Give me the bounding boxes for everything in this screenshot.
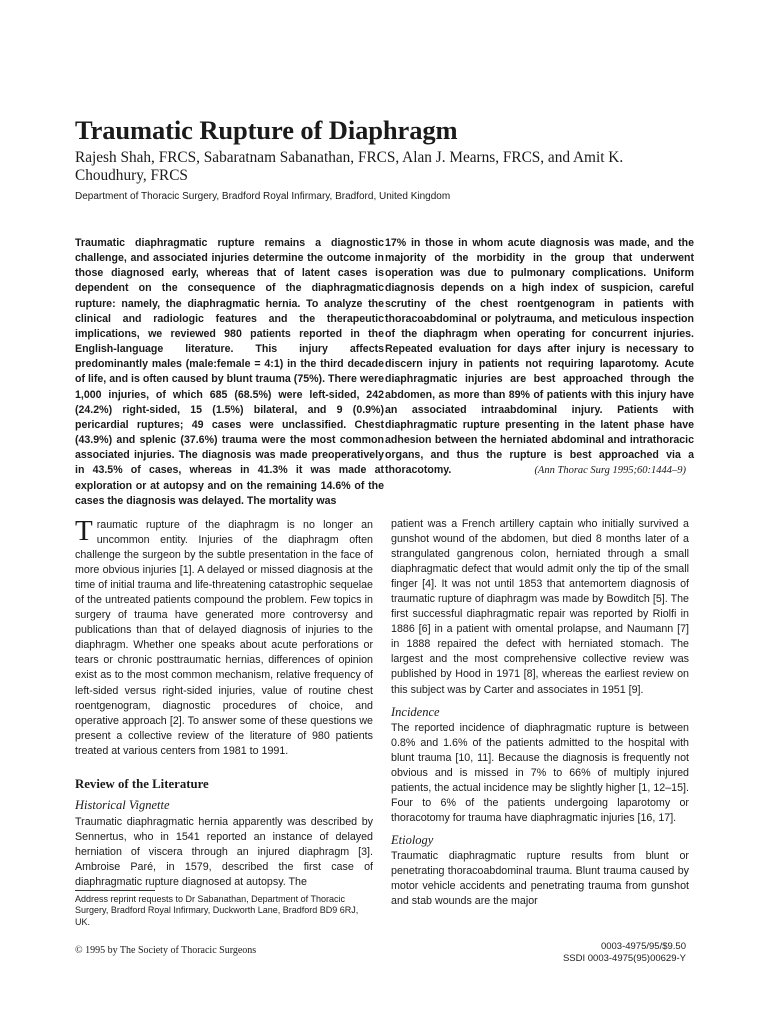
abstract-right-column: 17% in those in whom acute diagnosis was made, and the majority of the morbidity in the group that underwent operation was due to pulmonary complications. Uniform diagnosis depends on a high index of suspicion, careful scrutiny of the chest roentgenogram in patients with thoracoabdominal or polytrauma, and meticulous inspection of the diaphragm when operating for concurrent injuries. Repeated evaluation for days after injury is necessary to discern injury in patients not requiring laparotomy. Acute diaphragmatic injuries are best approached through the abdomen, as more than 89% of patients with this injury have an associated intraabdominal injury. Patients with diaphragmatic rupture presenting in the latent phase have adhesion between the herniated abdominal and intrathoracic organs, and thus the rupture is best approached via a thoracotomy. <box>385 237 694 477</box>
incidence-text: The reported incidence of diaphragmatic rupture is between 0.8% and 1.6% of the patients admitted to the hospital with blunt trauma [10, 11]. Because the diagnosis is frequently not obvious and is missed in 7% to 66% of multiply injured patients, the actual incidence may be slightly higher [1, 12–15]. Four to 6% of the patients undergoing laparotomy or thoracotomy for trauma have diaphragmatic injuries [16, 17]. <box>391 721 689 824</box>
price-code: 0003-4975/95/$9.50 <box>600 941 686 952</box>
ssdi-code: SSDI 0003-4975(95)00629-Y <box>562 952 686 964</box>
right-body-column <box>391 517 689 909</box>
affiliation: Department of Thoracic Surgery, Bradford Royal Infirmary, Bradford, United Kingdom <box>75 191 451 202</box>
journal-citation: (Ann Thorac Surg 1995;60:1444–9) <box>534 465 686 476</box>
intro-paragraph <box>75 515 373 759</box>
subsection-heading-historical: Historical Vignette <box>75 798 170 812</box>
copyright-notice: © 1995 by The Society of Thoracic Surgeons <box>75 945 257 956</box>
subsection-heading-etiology: Etiology <box>391 832 434 847</box>
drop-cap: T <box>75 515 93 547</box>
section-heading-review: Review of the Literature <box>75 777 209 791</box>
author-list: Rajesh Shah, FRCS, Sabaratnam Sabanathan, FRCS, Alan J. Mearns, FRCS, and Amit K. Choudhury, FRCS <box>75 149 624 184</box>
article-title: Traumatic Rupture of Diaphragm <box>75 115 458 145</box>
reprint-footnote: Address reprint requests to Dr Sabanathan, Department of Thoracic Surgery, Bradford Royal Infirmary, Duckworth Lane, Bradford BD9 6RJ, UK. <box>75 894 359 927</box>
abstract-left-column: Traumatic diaphragmatic rupture remains a diagnostic challenge, and associated injuries determine the outcome in those diagnosed early, whereas that of latent cases is dependent on the consequence of the diaphragmatic rupture: namely, the diaphragmatic hernia. To analyze the clinical and radiologic features and the therapeutic implications, we reviewed 980 patients reported in the English-language literature. This injury affects predominantly males (male:female = 4:1) in the third decade of life, and is often caused by blunt trauma (75%). There were 1,000 injuries, of which 685 (68.5%) were left-sided, 242 (24.2%) right-sided, 15 (1.5%) bilateral, and 9 (0.9%) pericardial ruptures; 49 cases were unclassified. Chest (43.9%) and splenic (37.6%) trauma were the most common associated injuries. The diagnosis was made preoperatively in 43.5% of cases, whereas in 41.3% it was made at exploration or at autopsy and on the remaining 14.6% of the cases the diagnosis was delayed. The mortality was <box>75 237 384 507</box>
historical-paragraph-left <box>75 815 373 890</box>
etiology-text: Traumatic diaphragmatic rupture results from blunt or penetrating thoracoabdominal trauma. Blunt trauma caused by motor vehicle accidents and penetrating trauma from gunshot and stab wounds are the major <box>391 849 689 908</box>
historical-text-right: patient was a French artillery captain who initially survived a gunshot wound of the abdomen, but died 8 months later of a strangulated gangrenous colon, herniated through a small diaphragmatic defect that would admit only the tip of the small finger [4]. It was not until 1853 that antemortem diagnosis of traumatic rupture of diaphragm was made by Bowditch [5]. The first successful diaphragmatic repair was reported by Riolfi in 1886 [6] in a patient with omental prolapse, and Naumann [7] in 1888 repaired the defect with herniated stomach. The largest and the most comprehensive collective review was published by Hood in 1971 [8], whereas the earliest review on this subject was by Carter and associates in 1951 [9]. <box>391 518 689 696</box>
subsection-heading-incidence: Incidence <box>391 704 440 719</box>
footnote-divider <box>75 890 155 891</box>
intro-text: raumatic rupture of the diaphragm is no longer an uncommon entity. Injuries of the diaphragm often challenge the surgeon by the subtle presentation in the face of more obvious injuries [1]. A delayed or missed diagnosis at the time of initial trauma and life-threatening catastrophic sequelae of the untreated patients compound the problem. Few topics in surgery of trauma have generated more controversy and publications than that of delayed diagnosis of injuries to the diaphragm. Whether one speaks about acute perforations or tears or chronic posttraumatic hernias, differences of opinion exist as to the most common mechanism, relative frequency of left-sided versus right-sided injuries, value of routine chest roentgenogram, diagnostic procedures of choice, and operative approach [2]. To answer some of these questions we present a collective review of the literature of 980 patients treated at various centers from 1981 to 1991. <box>75 519 373 757</box>
historical-text-left: Traumatic diaphragmatic hernia apparently was described by Sennertus, who in 1541 reported an instance of delayed herniation of viscera through an injured diaphragm [3]. Ambroise Paré, in 1579, described the first case of diaphragmatic rupture diagnosed at autopsy. The <box>75 816 373 889</box>
article-codes <box>563 941 686 964</box>
